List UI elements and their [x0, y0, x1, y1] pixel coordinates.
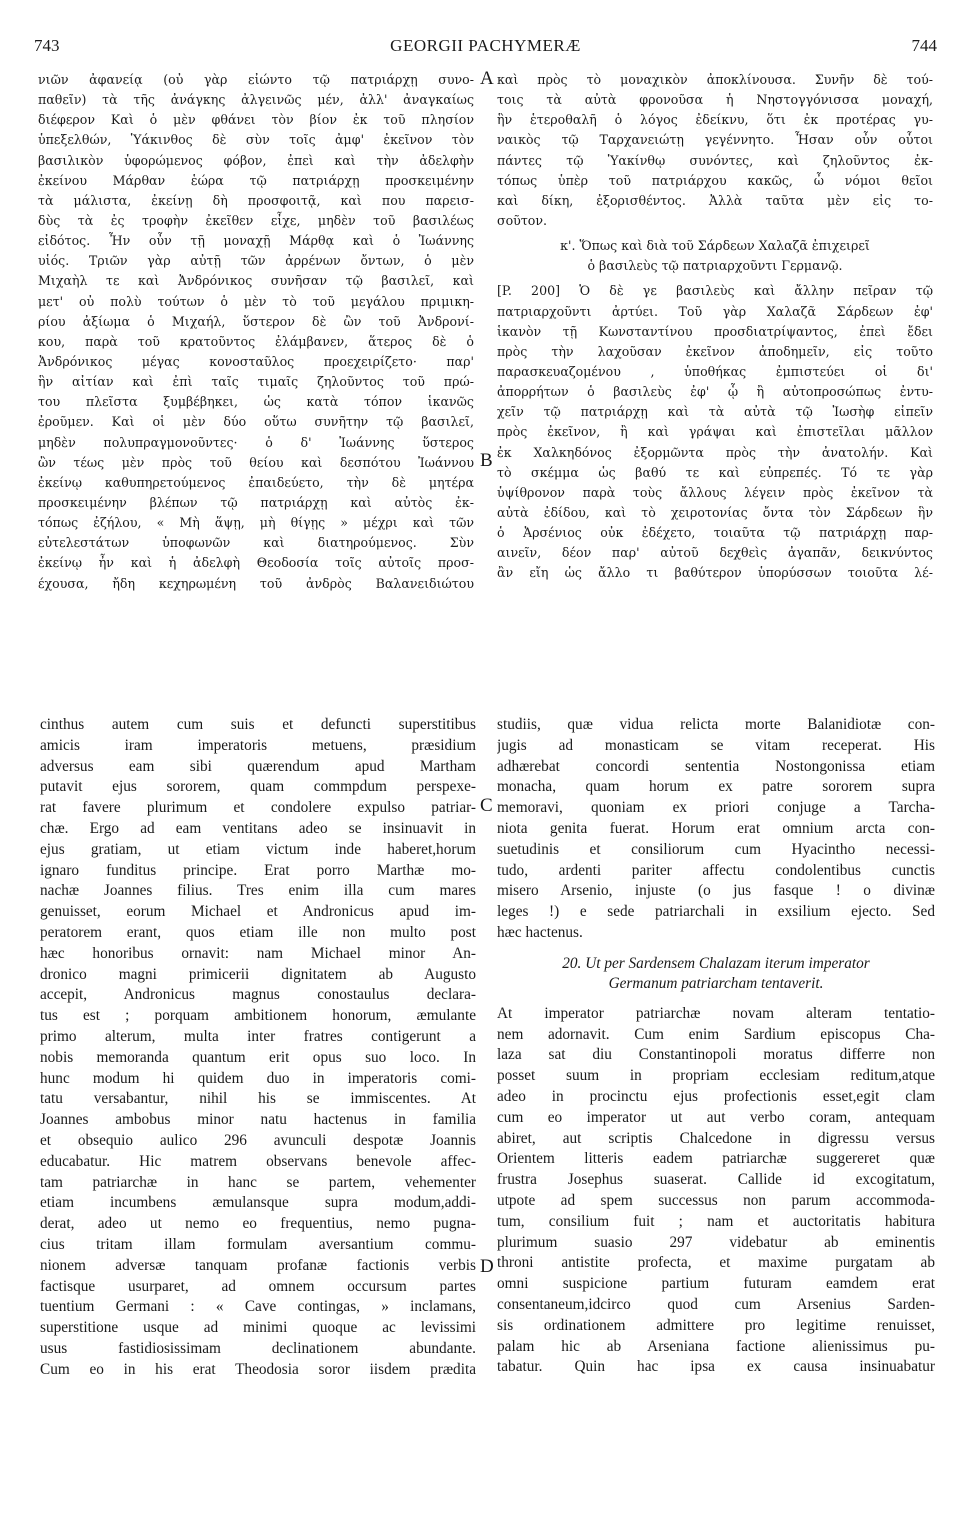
text-line: nachæ Joannes filius. Tres enim illa cum mares: [40, 882, 476, 900]
text-line: ναικὸς τῷ Ταρχανειώτῃ γεγέννητο. Ἦσαν οὖν οὗτοι: [497, 132, 933, 148]
text-line: palam hic ab Arseniana factione alienissimus pu-: [497, 1337, 935, 1355]
text-line: ἀπορρήτων ὁ βασιλεὺς ἐφ' ᾧ ἢ αὐτοπροσώπως ἐντυ-: [497, 384, 933, 400]
text-line: τόπως ἐζήλου, « Μὴ ἅψῃ, μὴ θίγῃς » μέχρι καὶ τῶν: [38, 515, 474, 531]
text-line: χεῖν τῷ πατριάρχῃ καὶ τὰ αὐτὰ τῷ Ἰωσὴφ εἰπεῖν: [497, 404, 933, 420]
greek-section-heading: [497, 236, 933, 276]
text-line: τόπως ὑπὲρ τοῦ πατριάρχου κακῶς, ὦ νόμοι θεῖοι: [497, 172, 933, 188]
text-line: omni suspicione partium futuram eamdem erat: [497, 1275, 935, 1293]
text-line: σοῦτον.: [497, 212, 548, 228]
text-line: ὑψίθρονον παρὰ τοὺς ἄλλους λέγειν πρὸς ἐκεῖνον τὰ: [497, 484, 933, 500]
text-line: accepit, Andronicus magnus conostaulus declara-: [40, 986, 476, 1004]
text-line: throni antistite profecta, et maxime purgatam ab: [497, 1254, 935, 1272]
text-line: hunc modum hi quidem duo in imperatoris comi-: [40, 1069, 476, 1087]
latin-section-heading: [497, 954, 935, 994]
text-line: leges !) e sede patriarchali in exsilium ejecto. Sed: [497, 903, 935, 921]
text-line: memoravi, quoniam ex priori conjuge a Tarcha-: [497, 799, 935, 817]
text-line: πατριαρχοῦντι ἀρτύει. Τοῦ γὰρ Χαλαζᾶ Σάρδεων ἐφ': [497, 303, 933, 319]
text-line: του πλεῖστα ξυμβέβηκει, ὡς κατὰ τόπον ἱκανῶς: [38, 394, 474, 410]
text-line: adhærebat concordi sententia Nostongonissa etiam: [497, 757, 935, 775]
text-line: rat favere plurimum et condolere expulso patriar-: [40, 799, 476, 817]
text-line: et obsequio aulico 296 avunculi despotæ Joannis: [40, 1131, 476, 1149]
text-line: παθεῖν) τὰ τῆς ἀνάγκης ἀλγεινῶς μέν, ἀλλ' ἀναγκαίως: [38, 92, 474, 108]
text-line: καὶ δίκη, ἐξορισθέντος. Ἀλλὰ ταῦτα μὲν εἰς το-: [497, 192, 933, 208]
text-line: κ'. Ὅπως καὶ διὰ τοῦ Σάρδεων Χαλαζᾶ ἐπιχειρεῖ: [560, 238, 870, 254]
text-line: Joannes ambobus minor natu hactenus in familia: [40, 1111, 476, 1129]
text-line: tuentium Germani : « Cave contingas, » inclamans,: [40, 1298, 476, 1316]
text-line: εὐτελεστάτων ὑποφωνῶν καὶ διατηρούμενος. Σὺν: [38, 535, 474, 551]
text-line: ὑπεξελθών, Ὑάκινθος δὲ σὺν τοῖς ἀμφ' ἐκεῖνον τὸν: [38, 132, 474, 148]
latin-left-lines: [40, 715, 476, 1381]
latin-column-right: [497, 715, 935, 1505]
text-line: tus est ; porquam ambitionem honorum, æmulante: [40, 1007, 476, 1025]
text-line: monacha, quam horum ex patre sororem supra: [497, 778, 935, 796]
text-line: νιῶν ἀφανείᾳ (οὐ γὰρ εἰώντο τῷ πατριάρχῃ συνο-: [38, 72, 474, 87]
greek-left-lines: [38, 70, 474, 594]
text-line: ἐκείνου Μάρθαν ἑώρα τῷ πατριάρχῃ προσκειμένην: [38, 172, 474, 188]
running-title: GEORGII PACHYMERÆ: [390, 36, 581, 55]
text-line: primo alterum, multa inter fratres contigerunt a: [40, 1027, 476, 1045]
text-line: factisque usurparet, ad omnem occursum partes: [40, 1277, 476, 1295]
text-line: ρίου ἀξίωμα ὁ Μιχαήλ, ὕστερον δὲ ὢν τοῦ Ἀνδρονί-: [38, 313, 474, 329]
text-line: ἂν εἴη ὡς ἄλλο τι βαθύτερον ὑπορύσσων τοιοῦτα λέ-: [497, 565, 933, 581]
text-line: ὁ Ἀρσένιος οὐκ ἐδέχετο, τοιαῦτα τῷ πατριάρχῃ παρ-: [497, 525, 933, 541]
text-line: έχουσα, ἤδη κεχηρωμένη τοῦ ἀνδρὸς Βαλανειδιώτου: [38, 575, 474, 591]
text-line: nionem adversæ tanquam profanæ factionis verbis: [40, 1256, 476, 1274]
text-line: tabatur. Quin hac ipsa ex causa insinuabatur: [497, 1358, 935, 1376]
margin-marker-c: C: [480, 795, 493, 816]
text-line: niota genita fuerat. Horum erat omnium arcta con-: [497, 819, 935, 837]
text-line: genuisset, eorum Michael et Andronicus apud im-: [40, 903, 476, 921]
text-line: πρὸς ἐκεῖνον, ἢ καὶ γράψαι καὶ ἐπιστεῖλαι μᾶλλον: [497, 424, 933, 440]
text-line: πάντες τῷ Ὑακίνθῳ συνόντες, καὶ ζηλοῦντος ἐκ-: [497, 152, 933, 168]
text-line: ἐροῦμεν. Καὶ οἱ μὲν δύο οὕτω συνῆτην τῷ βασιλεῖ,: [38, 414, 474, 430]
text-line: hæc hactenus.: [497, 923, 583, 941]
text-line: μηδὲν πολυπραγμονοῦντες· ὁ δ' Ἰωάννης ὕστερος: [38, 434, 474, 450]
text-line: educabatur. Hic matrem observans benevole affec-: [40, 1152, 476, 1170]
text-line: ἐκείνῳ ἦν καὶ ἡ ἀδελφὴ Θεοδοσία τοῖς αὐτοῖς προσ-: [38, 555, 474, 571]
text-line: δὺς τὰ ἐς τροφὴν ἐκεῖθεν εἶχε, μηδὲν τοῦ βασιλέως: [38, 212, 474, 228]
text-line: sis ordinationem admittere pro legitime renuisset,: [497, 1316, 935, 1334]
text-line: πρὸς τὴν λαχοῦσαν ἐκεῖνον ἀποδημεῖν, εἰς τοῦτο: [497, 343, 933, 359]
text-line: chæ. Ergo ad eam ventitans adeo se insinuavit in: [40, 819, 476, 837]
text-line: studiis, quæ vidua relicta morte Balanidiotæ con-: [497, 716, 935, 733]
text-line: αὐτὰ ἐδίδου, καὶ τὸ χειροτονίας ὄντα τὸν Σάρδεων ἣν: [497, 504, 933, 520]
text-line: amicis iram imperatoris metuens, præsidium: [40, 736, 476, 754]
text-line: Μιχαὴλ τε καὶ Ἀνδρόνικος συνῆσαν τῷ βασιλεῖ, καὶ: [38, 273, 474, 289]
text-line: usus fastidiosissimam declinationem abundante.: [40, 1339, 476, 1357]
text-line: abiret, aut scriptis Chalcedone in digressu versus: [497, 1129, 935, 1147]
text-line: tudo, ardenti pariter affectu condolentibus cunctis: [497, 861, 935, 879]
text-line: At imperator patriarchæ novam alteram tentatio-: [497, 1004, 935, 1022]
text-line: cius tritam illam formulam aversantium commu-: [40, 1235, 476, 1253]
text-line: cum eo imperator ut aut verbo coram, antequam: [497, 1108, 935, 1126]
greek-column-right: [497, 70, 933, 706]
text-line: cinthus autem cum suis et defuncti superstitibus: [40, 716, 476, 733]
text-line: suetudinis et consiliorum cum Hyacintho necessi-: [497, 840, 935, 858]
text-line: tam patriarchæ in hanc se partem, vehementer: [40, 1173, 476, 1191]
text-line: Ἀνδρόνικος μέγας κονοσταῦλος προεχειρίζετο· παρ': [38, 353, 474, 369]
text-line: ἐκ Χαλκηδόνος ἐξορμῶντα πρὸς τὴν ἀνατολήν. Καὶ: [497, 444, 933, 460]
greek-right-paragraph-a: [497, 70, 933, 231]
text-line: misero Arsenio, injuste (o jus fasque ! o divinæ: [497, 882, 935, 900]
latin-right-paragraph-b: [497, 1004, 935, 1378]
text-line: μετ' οὐ πολὺ τούτων ὁ μὲν τὸ τοῦ μεγάλου πριμικη-: [38, 293, 474, 309]
text-line: Cum eo in his erat Theodosia soror iisdem prædita: [40, 1360, 476, 1378]
page-number-right: 744: [911, 36, 937, 55]
text-line: etiam incumbens æmulansque supra modum,addi-: [40, 1194, 476, 1212]
text-line: derat, adeo ut nemo eo frequentius, nemo pugna-: [40, 1215, 476, 1233]
text-line: ἣν αἰτίαν καὶ ἐπὶ ταῖς τιμαῖς ζηλοῦντος τοῦ πρώ-: [38, 374, 474, 390]
page-header: [34, 36, 937, 58]
text-line: posset suum in propriam ecclesiam reditum,atque: [497, 1067, 935, 1085]
latin-column-left: [40, 715, 476, 1495]
text-line: ignaro funditus principe. Erat porro Marthæ mo-: [40, 861, 476, 879]
text-line: ἱκανὸν τῇ Κωνσταντίνου προσδιατρίψαντος, ἐπεὶ ἔδει: [497, 323, 933, 339]
text-line: κου, παρὰ τοῦ κρατοῦντος ἐλάμβανεν, ἅτερος δὲ ὁ: [38, 333, 474, 349]
text-line: [P. 200] Ὁ δὲ γε βασιλεὺς καὶ ἄλλην πεῖραν τῷ: [497, 283, 933, 299]
text-line: adversus eam sibi quærendum apud Martham: [40, 757, 476, 775]
text-line: tum, consilium fuit ; nam et auctoritatis habitura: [497, 1212, 935, 1230]
text-line: consentaneum,idcirco quod cum Arsenius Sarden-: [497, 1295, 935, 1313]
text-line: ejus gratiam, ut etiam victum inde haberet,horum: [40, 840, 476, 858]
text-line: βασιλικὸν ὑφορώμενος φόβον, ἐπεὶ καὶ τὴν ἀδελφὴν: [38, 152, 474, 168]
text-line: τὰ μάλιστα, ἐκείνῃ δὴ προσφοιτᾷ, καὶ που παρεισ-: [38, 192, 474, 208]
text-line: nobis memoranda quantum erit opus suo loco. In: [40, 1048, 476, 1066]
text-line: Orientem litteris eadem patriarchæ suggereret quæ: [497, 1150, 935, 1168]
text-line: peratorem erant, quos etiam ille non multo post: [40, 923, 476, 941]
margin-marker-d: D: [480, 1256, 494, 1277]
text-line: τοις τὰ αὐτὰ φρονοῦσα ἡ Νηστογγόνισσα μοναχή,: [497, 92, 933, 108]
text-line: ὢν τέως μὲν πρὸς τοῦ θείου καὶ δεσπότου Ἰωάννου: [38, 454, 474, 470]
text-line: adeo in procinctu ejus profectionis esset,egit clam: [497, 1087, 935, 1105]
text-line: προσκειμένην βλέπων τῷ πατριάρχῃ καὶ αὐτὸς ἐκ-: [38, 494, 474, 510]
margin-marker-b: B: [480, 450, 493, 471]
text-line: utpote ad spem successus non parum accommoda-: [497, 1191, 935, 1209]
text-line: ὁ βασιλεὺς τῷ πατριαρχοῦντι Γερμανῷ.: [587, 258, 843, 274]
text-line: superstitione usque ad minimi quoque ac levissimi: [40, 1319, 476, 1337]
text-line: plurimum suasio 297 videbatur ab eminentis: [497, 1233, 935, 1251]
text-line: αινεῖν, δέον παρ' αὐτοῦ δεχθεὶς ἀγαπᾶν, δεικνύντος: [497, 545, 933, 561]
text-line: παρασκευαζομένου , ὑποθήκας ἐμπιστεύει οἱ δι': [497, 363, 933, 379]
page-number-left: 743: [34, 36, 60, 55]
text-line: τὸ σκέμμα ὡς βαθύ τε καὶ εὐπρεπές. Τό τε γὰρ: [497, 464, 933, 480]
text-line: hæc honoribus ornavit: nam Michael minor An-: [40, 944, 476, 962]
text-line: dronico magni primicerii dignitatem ab Augusto: [40, 965, 476, 983]
text-line: laza sat diu Constantinopoli moratus differre non: [497, 1046, 935, 1064]
text-line: διέφερον Καὶ ὁ μὲν φθάνει τὸν βίον ἐκ τοῦ πλησίον: [38, 112, 474, 128]
greek-right-paragraph-b: [497, 281, 933, 583]
text-line: υἱός. Τριῶν γὰρ αὐτῇ τῶν ἀρρένων ὄντων, ὁ μὲν: [38, 253, 474, 269]
text-line: putavit ejus sororem, quam commpdum perspexe-: [40, 778, 476, 796]
greek-column-left: [38, 70, 474, 706]
text-line: εἰδότος. Ἦν οὖν τῇ μοναχῇ Μάρθᾳ καὶ ὁ Ἰωάννης: [38, 233, 474, 249]
text-line: καὶ πρὸς τὸ μοναχικὸν ἀποκλίνουσα. Συνῆν δὲ τού-: [497, 72, 933, 87]
text-line: jugis ad monasticam se vitam receperat. His: [497, 736, 935, 754]
margin-marker-a: A: [480, 68, 494, 89]
latin-right-paragraph-a: [497, 715, 935, 944]
text-line: ἐκείνῳ καθυπηρετούμενος ἐπαιδεύετο, τὴν δὲ μητέρα: [38, 474, 474, 490]
text-line: 20. Ut per Sardensem Chalazam iterum imperator: [562, 954, 870, 972]
text-line: nem adornavit. Cum enim Sardium episcopus Cha-: [497, 1025, 935, 1043]
text-line: ἣν ἑτεροθαλῆ ὁ λόγος ἐδείκνυ, ὅτι ἐκ προτέρας γυ-: [497, 112, 933, 128]
text-line: frustra Josephus suaserat. Callide id excogitatum,: [497, 1171, 935, 1189]
text-line: Germanum patriarcham tentaverit.: [608, 974, 824, 992]
text-line: tatu versabantur, nihil his se immiscentes. At: [40, 1090, 476, 1108]
